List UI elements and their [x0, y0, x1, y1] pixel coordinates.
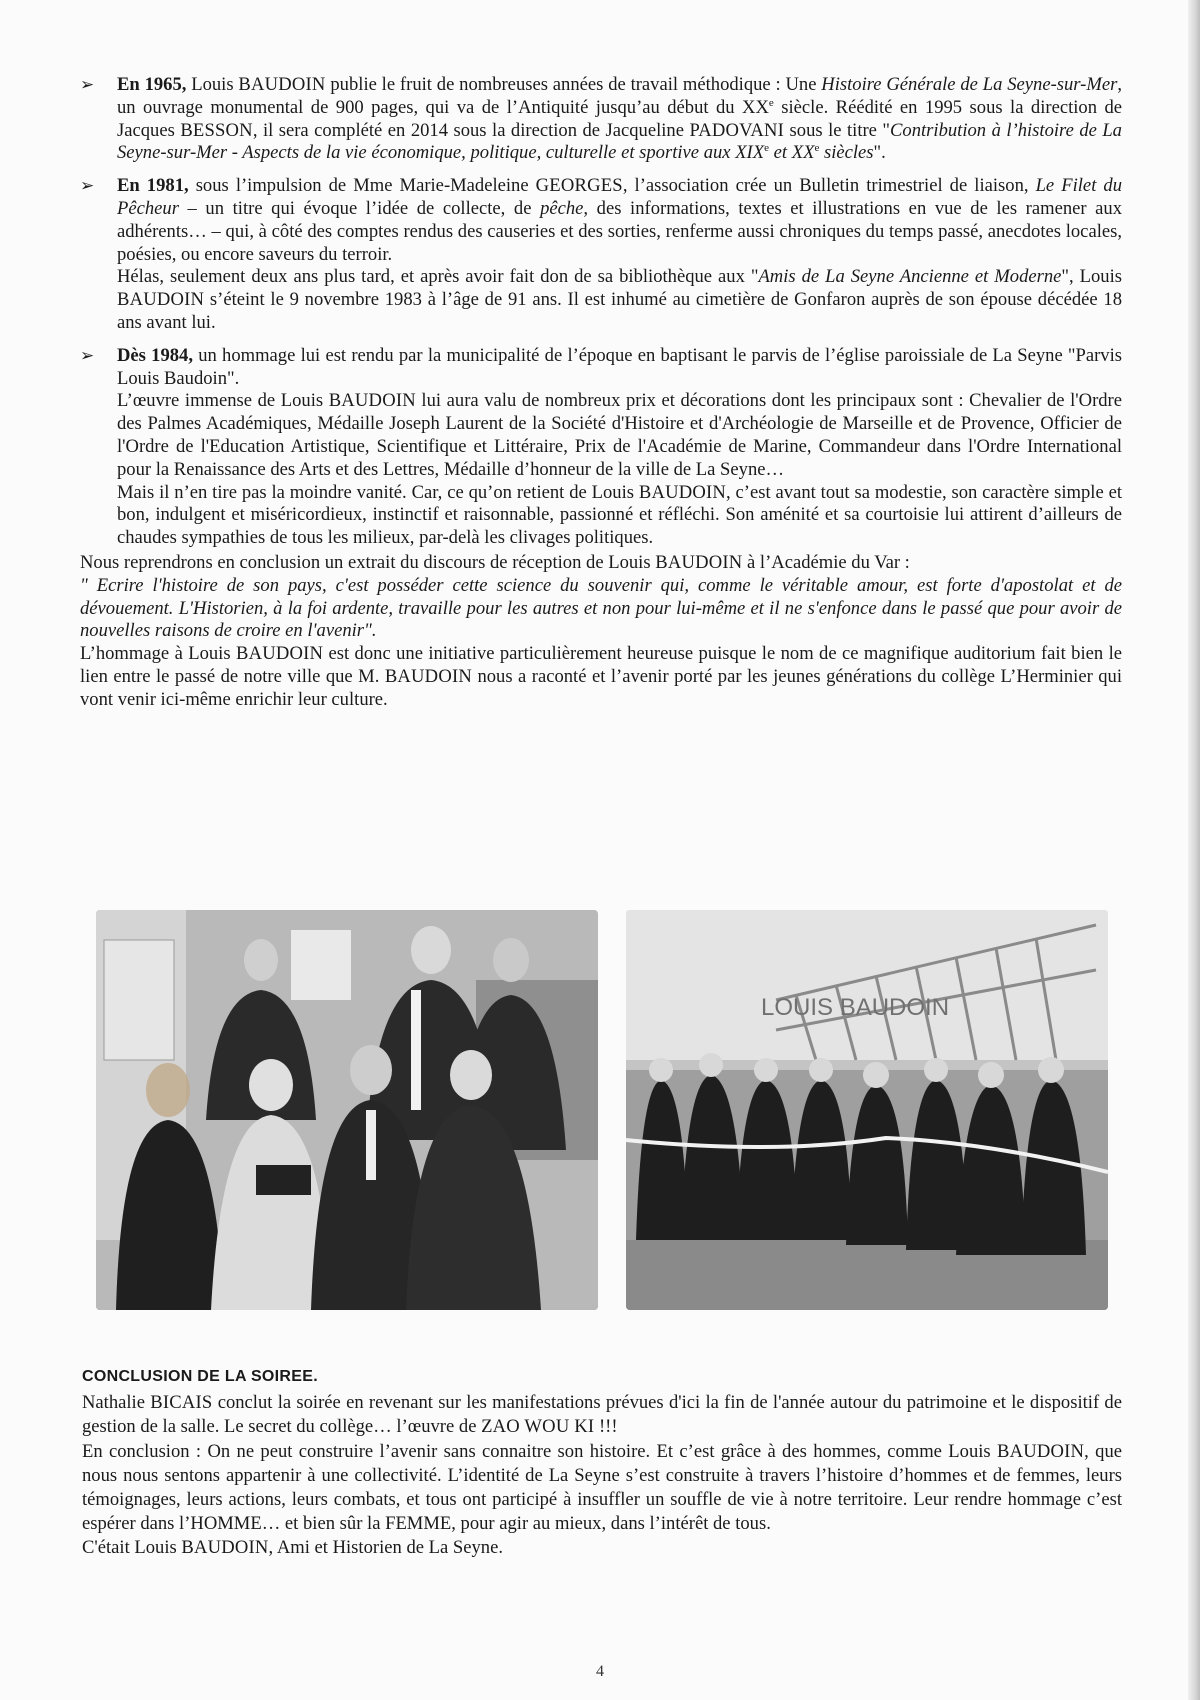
bullet-paragraph	[117, 345, 1122, 391]
bullet-paragraph	[117, 390, 1122, 481]
name-text: BESSON	[180, 119, 253, 141]
italic-text: Histoire Générale de La Seyne-sur-Mer	[821, 74, 1118, 95]
bullet-paragraph	[117, 74, 1122, 165]
text-run: des informations, textes et illustrations en vue de les ramener aux adhérents… – qui, à côté des comptes rendus des causeries et des sorties, renferme aussi chroniques du temps passé, anecdotes locales, poésies, ou encore saveurs du terroir.	[117, 197, 1123, 265]
italic-text: Contribution à l’histoire de La Seyne-sur-Mer - Aspects de la vie économique, politique, culturelle et sportive aux XIX	[117, 119, 1122, 164]
text-run: – un titre qui évoque l’idée de collecte, de	[178, 197, 541, 219]
text-run: , Ami et Historien de La Seyne.	[268, 1537, 503, 1559]
main-text	[80, 74, 1122, 712]
ribbon-cutting-photo	[626, 910, 1108, 1310]
name-text: BAUDOIN	[181, 1537, 269, 1559]
bullet-1981	[80, 175, 1122, 335]
italic-text: " Ecrire l'histoire de son pays, c'est posséder cette science du souvenir qui, comme le véritable amour, est forte d'apostolat et de dévouement. L'Historien, à la foi ardente, travaille pour les autres et non pour lui-même et il ne s'enfonce dans le passé que pour avoir de nouvelles raisons de croire en l'avenir".	[80, 574, 1122, 642]
text-run: , il sera complété en 2014 sous la direction de Jacqueline	[252, 119, 690, 141]
name-text: BAUDOIN	[238, 74, 326, 95]
bold-text: Dès 1984,	[117, 344, 193, 366]
bold-text: En 1981,	[117, 175, 189, 197]
bold-text: En 1965,	[117, 74, 187, 95]
text-run: !!!	[594, 1416, 618, 1438]
intro-quote-paragraph	[80, 552, 1122, 575]
conclusion-title: CONCLUSION DE LA SOIREE.	[82, 1368, 318, 1385]
text-run: nous a raconté et l’avenir porté par les jeunes générations du collège L’Herminier qui vont venir ici-même enrichir leur culture.	[80, 665, 1123, 710]
name-text: BAUDOIN	[655, 551, 743, 573]
text-run: à l’Académie du Var :	[742, 551, 910, 573]
name-text: BAUDOIN	[997, 1440, 1085, 1462]
text-run: L’hommage à Louis	[80, 643, 236, 665]
text-run: Louis	[186, 74, 239, 95]
bullet-1984	[80, 345, 1122, 550]
name-text: BAUDOIN	[117, 289, 205, 311]
text-run: Hélas, seulement deux ans plus tard, et après avoir fait don de sa bibliothèque aux "	[117, 266, 759, 288]
text-run: publie le fruit de nombreuses années de travail méthodique : Une	[325, 74, 822, 95]
text-run: , c’est avant tout sa modestie, son caractère simple et bon, indulgent et miséricordieux, instinctif et raisonnable, passionné et réfléchi. Son aménité et sa courtoisie lui attirent d’ailleurs de chaudes sympathies de tous les milieux, par-delà les clivages politiques.	[117, 481, 1122, 549]
name-text: BAUDOIN	[328, 390, 416, 412]
name-text: BAUDOIN	[638, 481, 727, 503]
arrow-bullet-icon: ➢	[80, 345, 95, 366]
bullet-1965	[80, 74, 1122, 165]
photo-row	[96, 910, 1108, 1310]
superscript-text: e	[768, 96, 774, 109]
text-run: est donc une initiative particulièrement heureuse puisque le nom de ce magnifique auditorium fait bien le lien entre le passé de notre ville que M.	[80, 643, 1122, 687]
text-run: lui aura valu de nombreux prix et décorations dont les principaux sont : Chevalier de l'Ordre des Palmes Académiques, Médaille Joseph Laurent de la Société d'Histoire et d'Archéologie de Marseille et de Provence, Officier de l'Ordre de l'Education Artistique, Scientifique et Littéraire, Prix de l'Académie de Marine, Commandeur dans l'Ordre International pour la Renaissance des Arts et des Lettres, Médaille d’honneur de la ville de La Seyne…	[117, 390, 1123, 480]
bullet-paragraph	[117, 175, 1122, 266]
page-number: 4	[596, 1663, 604, 1680]
conclusion-paragraph	[82, 1391, 1122, 1439]
arrow-bullet-icon: ➢	[80, 75, 95, 95]
group-photo	[96, 910, 598, 1310]
text-run: sous le titre "	[784, 119, 891, 141]
name-text: BICAIS	[150, 1392, 213, 1414]
name-text: BAUDOIN	[384, 665, 472, 687]
arrow-bullet-icon: ➢	[80, 176, 95, 197]
text-run: Nous reprendrons en conclusion un extrait du discours de réception de Louis	[80, 551, 656, 573]
italic-text: pêche,	[540, 197, 589, 219]
text-run: siècle. Réédité en 1995 sous la direction de Jacques	[117, 96, 1122, 141]
name-text: ZAO WOU KI	[481, 1416, 595, 1438]
building-sign-text: LOUIS BAUDOIN	[761, 994, 950, 1021]
page-edge-shadow	[1188, 0, 1200, 1700]
italic-text: Le Filet du Pêcheur	[117, 175, 1123, 219]
bullet-paragraph	[117, 266, 1122, 334]
italic-text: Amis de La Seyne Ancienne et Moderne	[758, 266, 1062, 288]
text-run: sous l’impulsion de Mme Marie-Madeleine	[188, 175, 536, 197]
italic-text: siècles	[819, 142, 874, 164]
quote-paragraph	[80, 575, 1122, 643]
text-run: conclut la soirée en revenant sur les manifestations prévues d'ici la fin de l'année autour du patrimoine et le dispositif de gestion de la salle. Le secret du collège… l’œuvre de	[82, 1392, 1122, 1438]
conclusion-paragraph	[82, 1536, 1122, 1560]
text-run: , que nous nous sentons appartenir à une collectivité. L’identité de La Seyne s’est construite à travers l’histoire d’hommes et de femmes, leurs témoignages, leurs actions, leurs combats, et tous ont participé à insuffler un souffle de vie à notre territoire. Leur rendre hommage c’est espérer dans l’HOMME… et bien sûr la FEMME, pour agir au mieux, dans l’intérêt de tous.	[82, 1440, 1122, 1535]
text-run: s’éteint le 9 novembre 1983 à l’âge de 91 ans. Il est inhumé au cimetière de Gonfaron auprès de son épouse décédée 18 ans avant lui.	[117, 289, 1122, 333]
name-text: BAUDOIN	[235, 643, 324, 665]
group-photo-illustration	[96, 910, 598, 1310]
text-run: C'était Louis	[82, 1537, 182, 1559]
text-run: un hommage lui est rendu par la municipalité de l’époque en baptisant le parvis de l’église paroissiale de La Seyne "Parvis Louis Baudoin".	[117, 344, 1122, 389]
hommage-paragraph	[80, 643, 1122, 711]
text-run: L’œuvre immense de Louis	[117, 390, 329, 412]
text-run: , un ouvrage monumental de 900 pages, qui va de l’Antiquité jusqu’au début du XX	[117, 74, 1122, 118]
text-run: , l’association crée un Bulletin trimestriel de liaison,	[622, 175, 1036, 197]
superscript-text: e	[814, 142, 820, 155]
text-run: Nathalie	[82, 1392, 151, 1414]
name-text: GEORGES	[535, 175, 623, 197]
superscript-text: e	[764, 142, 769, 155]
text-run: En conclusion : On ne peut construire l’avenir sans connaitre son histoire. Et c’est grâce à des hommes, comme Louis	[82, 1440, 997, 1462]
bullet-paragraph	[117, 482, 1122, 550]
conclusion-paragraph	[82, 1440, 1122, 1537]
conclusion-section	[82, 1365, 1122, 1561]
text-run: ", Louis	[1061, 266, 1122, 288]
text-run: ".	[873, 142, 886, 164]
name-text: PADOVANI	[689, 119, 785, 141]
text-run: Mais il n’en tire pas la moindre vanité. Car, ce qu’on retient de Louis	[117, 481, 639, 503]
ribbon-cutting-illustration	[626, 910, 1108, 1310]
italic-text: et XX	[769, 142, 815, 164]
